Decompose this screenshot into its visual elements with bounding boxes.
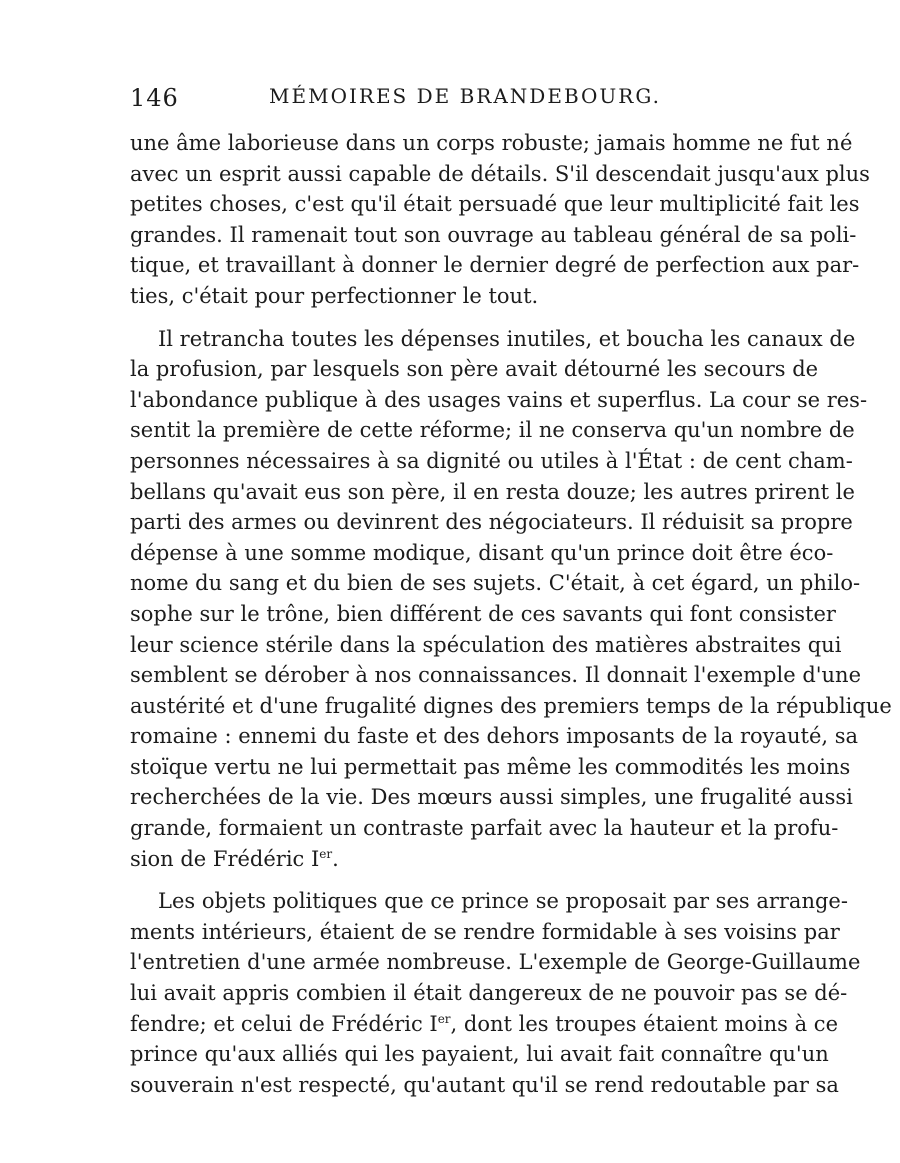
text-line: lui avait appris combien il était dangereux de ne pouvoir pas se dé- bbox=[130, 981, 848, 1006]
text-line: semblent se dérober à nos connaissances. Il donnait l'exemple d'une bbox=[130, 663, 862, 688]
superscript: er bbox=[319, 846, 333, 861]
text-line bbox=[130, 844, 800, 875]
text-line: grande, formaient un contraste parfait avec la hauteur et la profu- bbox=[130, 816, 839, 841]
text-line: l'abondance publique à des usages vains et superflus. La cour se res- bbox=[130, 387, 868, 412]
text-line: Il retrancha toutes les dépenses inutiles, et boucha les canaux de bbox=[158, 326, 856, 351]
text-line: une âme laborieuse dans un corps robuste; jamais homme ne fut né bbox=[130, 131, 853, 155]
text-line: romaine : ennemi du faste et des dehors imposants de la royauté, sa bbox=[130, 724, 859, 749]
running-title: MÉMOIRES DE BRANDEBOURG. bbox=[269, 84, 661, 108]
text-segment: fendre; et celui de Frédéric I bbox=[130, 1011, 438, 1036]
text-segment: . bbox=[332, 846, 339, 871]
text-line: recherchées de la vie. Des mœurs aussi simples, une frugalité aussi bbox=[130, 785, 853, 810]
paragraph bbox=[130, 128, 870, 312]
body-text bbox=[130, 128, 892, 1112]
text-line: sentit la première de cette réforme; il ne conserva qu'un nombre de bbox=[130, 418, 855, 443]
superscript: er bbox=[437, 1011, 451, 1026]
page-number: 146 bbox=[130, 84, 179, 112]
text-line: austérité et d'une frugalité dignes des premiers temps de la république bbox=[130, 693, 892, 718]
paragraph bbox=[130, 886, 861, 1100]
text-line: ments intérieurs, étaient de se rendre formidable à ses voisins par bbox=[130, 919, 840, 944]
text-line: petites choses, c'est qu'il était persuadé que leur multiplicité fait les bbox=[130, 192, 860, 217]
text-line: bellans qu'avait eus son père, il en resta douze; les autres prirent le bbox=[130, 479, 855, 504]
text-segment: , dont les troupes étaient moins à ce bbox=[450, 1011, 838, 1036]
text-line: leur science stérile dans la spéculation des matières abstraites qui bbox=[130, 632, 842, 657]
text-line: tique, et travaillant à donner le dernier degré de perfection aux par- bbox=[130, 253, 860, 278]
text-line: grandes. Il ramenait tout son ouvrage au tableau général de sa poli- bbox=[130, 222, 857, 247]
text-line: sophe sur le trône, bien différent de ces savants qui font consister bbox=[130, 601, 836, 626]
paragraph bbox=[130, 324, 892, 875]
text-line: stoïque vertu ne lui permettait pas même les commodités les moins bbox=[130, 754, 851, 779]
text-line: nome du sang et du bien de ses sujets. C'était, à cet égard, un philo- bbox=[130, 571, 861, 596]
text-line: parti des armes ou devinrent des négociateurs. Il réduisit sa propre bbox=[130, 510, 853, 535]
text-line: personnes nécessaires à sa dignité ou utiles à l'État : de cent cham- bbox=[130, 448, 853, 473]
text-line: avec un esprit aussi capable de détails. S'il descendait jusqu'aux plus bbox=[130, 161, 870, 186]
text-segment: sion de Frédéric I bbox=[130, 846, 320, 871]
text-line: Les objets politiques que ce prince se proposait par ses arrange- bbox=[158, 889, 848, 914]
text-line: prince qu'aux alliés qui les payaient, lui avait fait connaître qu'un bbox=[130, 1042, 829, 1067]
text-line: ties, c'était pour perfectionner le tout. bbox=[130, 283, 539, 308]
text-line: la profusion, par lesquels son père avait détourné les secours de bbox=[130, 357, 819, 382]
text-line: dépense à une somme modique, disant qu'un prince doit être éco- bbox=[130, 540, 834, 565]
page-header bbox=[130, 84, 800, 120]
text-line bbox=[130, 1009, 838, 1040]
text-line: souverain n'est respecté, qu'autant qu'il se rend redoutable par sa bbox=[130, 1072, 839, 1097]
text-line: l'entretien d'une armée nombreuse. L'exemple de George-Guillaume bbox=[130, 950, 861, 975]
